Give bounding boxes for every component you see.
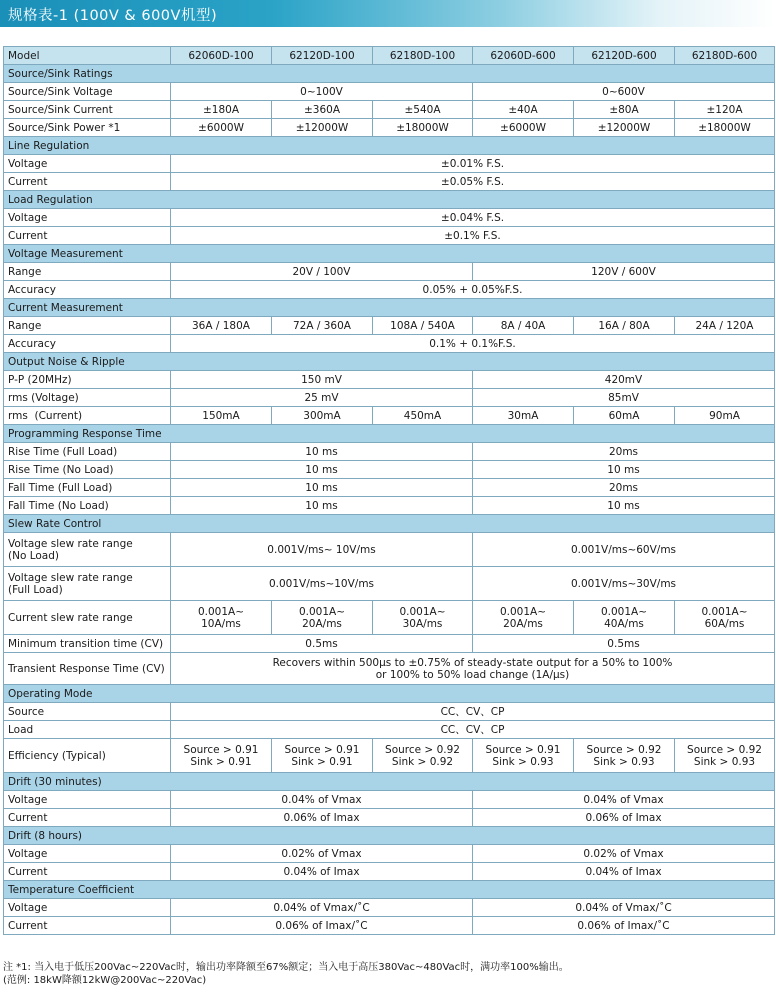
section-title: Drift (30 minutes): [4, 773, 775, 791]
row-label: Source: [4, 703, 171, 721]
row-label: P-P (20MHz): [4, 371, 171, 389]
table-row: [4, 899, 775, 917]
section-header: [4, 827, 775, 845]
table-row: [4, 389, 775, 407]
footnote-line: (范例: 18kW降额12kW@200Vac~220Vac): [3, 975, 207, 986]
cell-value: [574, 601, 675, 635]
cell-value: 0.04% of Imax: [171, 863, 473, 881]
cell-value: 10 ms: [171, 497, 473, 515]
table-row: [4, 635, 775, 653]
section-header: [4, 245, 775, 263]
header-label: Model: [4, 47, 171, 65]
cell-value: ±18000W: [675, 119, 775, 137]
cell-value: 72A / 360A: [272, 317, 373, 335]
cell-value: CC、CV、CP: [171, 703, 775, 721]
cell-value: CC、CV、CP: [171, 721, 775, 739]
table-row: [4, 863, 775, 881]
cell-value: ±80A: [574, 101, 675, 119]
cell-value: 0.1% + 0.1%F.S.: [171, 335, 775, 353]
cell-value: ±0.05% F.S.: [171, 173, 775, 191]
section-title: Temperature Coefficient: [4, 881, 775, 899]
cell-value: 0.06% of Imax/˚C: [171, 917, 473, 935]
cell-value: 36A / 180A: [171, 317, 272, 335]
section-header: [4, 137, 775, 155]
cell-value: ±360A: [272, 101, 373, 119]
table-row: [4, 703, 775, 721]
cell-line: 40A/ms: [604, 617, 644, 630]
row-label: [4, 533, 171, 567]
page-banner: [0, 0, 776, 27]
spec-table: [3, 46, 775, 935]
table-row: [4, 601, 775, 635]
cell-value: 0.06% of Imax/˚C: [473, 917, 775, 935]
section-header: [4, 353, 775, 371]
row-label: Current: [4, 227, 171, 245]
cell-value: [272, 739, 373, 773]
model-header: 62060D-100: [171, 47, 272, 65]
section-header: [4, 515, 775, 533]
table-row: [4, 479, 775, 497]
cell-value: ±40A: [473, 101, 574, 119]
section-title: Current Measurement: [4, 299, 775, 317]
row-label-line: Voltage slew rate range: [8, 571, 133, 584]
row-label: Voltage: [4, 899, 171, 917]
cell-value: ±12000W: [272, 119, 373, 137]
row-label: Transient Response Time (CV): [4, 653, 171, 685]
cell-line: 30A/ms: [402, 617, 443, 630]
section-title: Line Regulation: [4, 137, 775, 155]
table-row: [4, 721, 775, 739]
section-header: [4, 685, 775, 703]
table-row: [4, 155, 775, 173]
cell-value: [171, 739, 272, 773]
cell-line: 0.001A~: [298, 605, 346, 618]
cell-line: Sink > 0.92: [391, 755, 454, 768]
cell-value: [373, 601, 473, 635]
row-label: Rise Time (Full Load): [4, 443, 171, 461]
row-label: Source/Sink Current: [4, 101, 171, 119]
banner-title: 规格表-1 (100V & 600V机型): [8, 8, 218, 24]
cell-value: 150mA: [171, 407, 272, 425]
section-header: [4, 65, 775, 83]
cell-value: ±12000W: [574, 119, 675, 137]
cell-line: Source > 0.91: [183, 743, 259, 756]
cell-value: 0.04% of Vmax: [473, 791, 775, 809]
table-row: [4, 407, 775, 425]
cell-value: 0.001V/ms~30V/ms: [473, 567, 775, 601]
cell-value: 85mV: [473, 389, 775, 407]
cell-line: 10A/ms: [201, 617, 241, 630]
section-title: Drift (8 hours): [4, 827, 775, 845]
cell-value: 0.5ms: [473, 635, 775, 653]
cell-value: ±0.1% F.S.: [171, 227, 775, 245]
cell-value: ±540A: [373, 101, 473, 119]
cell-value: 0.5ms: [171, 635, 473, 653]
row-label-line: Voltage slew rate range: [8, 537, 133, 550]
model-header: 62060D-600: [473, 47, 574, 65]
row-label: Accuracy: [4, 281, 171, 299]
table-row: [4, 317, 775, 335]
cell-line: 0.001A~: [197, 605, 245, 618]
section-title: Output Noise & Ripple: [4, 353, 775, 371]
model-header: 62180D-600: [675, 47, 775, 65]
table-row: [4, 227, 775, 245]
cell-line: Sink > 0.93: [693, 755, 756, 768]
row-label: Voltage: [4, 155, 171, 173]
table-row: [4, 281, 775, 299]
cell-value: 0.001V/ms~ 10V/ms: [171, 533, 473, 567]
cell-value: 300mA: [272, 407, 373, 425]
row-label: Rise Time (No Load): [4, 461, 171, 479]
cell-value: 0.001V/ms~10V/ms: [171, 567, 473, 601]
cell-value: 0.001V/ms~60V/ms: [473, 533, 775, 567]
table-row: [4, 173, 775, 191]
table-row: [4, 739, 775, 773]
table-row: [4, 101, 775, 119]
table-row: [4, 371, 775, 389]
row-label: Load: [4, 721, 171, 739]
table-row: [4, 845, 775, 863]
model-header: 62120D-100: [272, 47, 373, 65]
table-row: [4, 83, 775, 101]
row-label: Voltage: [4, 791, 171, 809]
section-header: [4, 299, 775, 317]
table-header-row: [4, 47, 775, 65]
cell-value: 0~600V: [473, 83, 775, 101]
table-row: [4, 209, 775, 227]
cell-line: Sink > 0.93: [492, 755, 554, 768]
row-label: Accuracy: [4, 335, 171, 353]
cell-value: ±0.01% F.S.: [171, 155, 775, 173]
row-label: Current: [4, 173, 171, 191]
row-label: Efficiency (Typical): [4, 739, 171, 773]
cell-value: 20ms: [473, 443, 775, 461]
cell-value: 25 mV: [171, 389, 473, 407]
cell-value: [675, 601, 775, 635]
cell-value: 0.05% + 0.05%F.S.: [171, 281, 775, 299]
table-row: [4, 653, 775, 685]
cell-value: [574, 739, 675, 773]
cell-value: 16A / 80A: [574, 317, 675, 335]
cell-line: Recovers within 500μs to ±0.75% of steady-state output for a 50% to 100%: [272, 656, 673, 669]
cell-line: 0.001A~: [499, 605, 547, 618]
cell-value: ±6000W: [171, 119, 272, 137]
row-label: Current: [4, 809, 171, 827]
table-row: [4, 263, 775, 281]
cell-line: Source > 0.91: [284, 743, 360, 756]
cell-value: [473, 739, 574, 773]
cell-value: ±180A: [171, 101, 272, 119]
cell-value: 0.04% of Vmax: [171, 791, 473, 809]
cell-value: 10 ms: [171, 479, 473, 497]
cell-line: 0.001A~: [701, 605, 748, 618]
row-label: Fall Time (No Load): [4, 497, 171, 515]
cell-value: [171, 653, 775, 685]
cell-line: or 100% to 50% load change (1A/μs): [375, 668, 570, 681]
section-title: Programming Response Time: [4, 425, 775, 443]
cell-value: [171, 601, 272, 635]
cell-value: 20ms: [473, 479, 775, 497]
cell-value: 120V / 600V: [473, 263, 775, 281]
table-row: [4, 497, 775, 515]
table-row: [4, 567, 775, 601]
cell-value: 20V / 100V: [171, 263, 473, 281]
cell-line: Sink > 0.93: [593, 755, 655, 768]
cell-value: [272, 601, 373, 635]
cell-value: 0.04% of Vmax/˚C: [171, 899, 473, 917]
cell-line: 0.001A~: [399, 605, 446, 618]
cell-value: 420mV: [473, 371, 775, 389]
cell-line: Sink > 0.91: [291, 755, 353, 768]
cell-value: 8A / 40A: [473, 317, 574, 335]
cell-line: 20A/ms: [302, 617, 342, 630]
cell-value: ±120A: [675, 101, 775, 119]
cell-value: 10 ms: [171, 461, 473, 479]
cell-value: [675, 739, 775, 773]
row-label: Source/Sink Power *1: [4, 119, 171, 137]
section-title: Load Regulation: [4, 191, 775, 209]
section-header: [4, 425, 775, 443]
row-label: Voltage: [4, 845, 171, 863]
cell-value: 24A / 120A: [675, 317, 775, 335]
cell-value: 450mA: [373, 407, 473, 425]
cell-value: ±18000W: [373, 119, 473, 137]
row-label: Range: [4, 263, 171, 281]
row-label: Voltage: [4, 209, 171, 227]
cell-line: Source > 0.92: [687, 743, 762, 756]
cell-value: 150 mV: [171, 371, 473, 389]
table-row: [4, 443, 775, 461]
row-label-line: (No Load): [8, 549, 59, 562]
footnotes: [3, 961, 773, 987]
section-header: [4, 191, 775, 209]
row-label: Minimum transition time (CV): [4, 635, 171, 653]
cell-value: 0.06% of Imax: [171, 809, 473, 827]
model-header: 62120D-600: [574, 47, 675, 65]
section-title: Operating Mode: [4, 685, 775, 703]
table-row: [4, 809, 775, 827]
cell-value: 60mA: [574, 407, 675, 425]
cell-line: 20A/ms: [503, 617, 543, 630]
cell-value: 10 ms: [473, 461, 775, 479]
cell-value: ±6000W: [473, 119, 574, 137]
row-label: Current: [4, 917, 171, 935]
cell-line: 60A/ms: [704, 617, 745, 630]
cell-value: 0.04% of Vmax/˚C: [473, 899, 775, 917]
cell-value: 90mA: [675, 407, 775, 425]
row-label: Current: [4, 863, 171, 881]
section-title: Slew Rate Control: [4, 515, 775, 533]
cell-line: Sink > 0.91: [190, 755, 252, 768]
cell-value: 0~100V: [171, 83, 473, 101]
row-label: rms (Current): [4, 407, 171, 425]
row-label: Fall Time (Full Load): [4, 479, 171, 497]
table-row: [4, 119, 775, 137]
table-row: [4, 461, 775, 479]
cell-value: 30mA: [473, 407, 574, 425]
row-label: Range: [4, 317, 171, 335]
row-label: rms (Voltage): [4, 389, 171, 407]
table-row: [4, 791, 775, 809]
cell-line: 0.001A~: [600, 605, 648, 618]
footnote-line: 注 *1: 当入电于低压200Vac~220Vac时，输出功率降额至67%额定；当入电于高压380Vac~480Vac时，满功率100%输出。: [3, 962, 569, 973]
cell-value: 0.02% of Vmax: [171, 845, 473, 863]
table-row: [4, 335, 775, 353]
section-title: Source/Sink Ratings: [4, 65, 775, 83]
row-label-line: (Full Load): [8, 583, 63, 596]
cell-value: 0.04% of Imax: [473, 863, 775, 881]
cell-line: Source > 0.91: [485, 743, 561, 756]
cell-line: Source > 0.92: [586, 743, 662, 756]
row-label: [4, 567, 171, 601]
cell-value: 0.06% of Imax: [473, 809, 775, 827]
cell-value: ±0.04% F.S.: [171, 209, 775, 227]
section-title: Voltage Measurement: [4, 245, 775, 263]
cell-value: 10 ms: [171, 443, 473, 461]
cell-value: [373, 739, 473, 773]
row-label: Source/Sink Voltage: [4, 83, 171, 101]
cell-value: 0.02% of Vmax: [473, 845, 775, 863]
cell-line: Source > 0.92: [385, 743, 460, 756]
row-label: Current slew rate range: [4, 601, 171, 635]
table-row: [4, 533, 775, 567]
model-header: 62180D-100: [373, 47, 473, 65]
section-header: [4, 881, 775, 899]
table-row: [4, 917, 775, 935]
cell-value: 108A / 540A: [373, 317, 473, 335]
cell-value: [473, 601, 574, 635]
cell-value: 10 ms: [473, 497, 775, 515]
section-header: [4, 773, 775, 791]
